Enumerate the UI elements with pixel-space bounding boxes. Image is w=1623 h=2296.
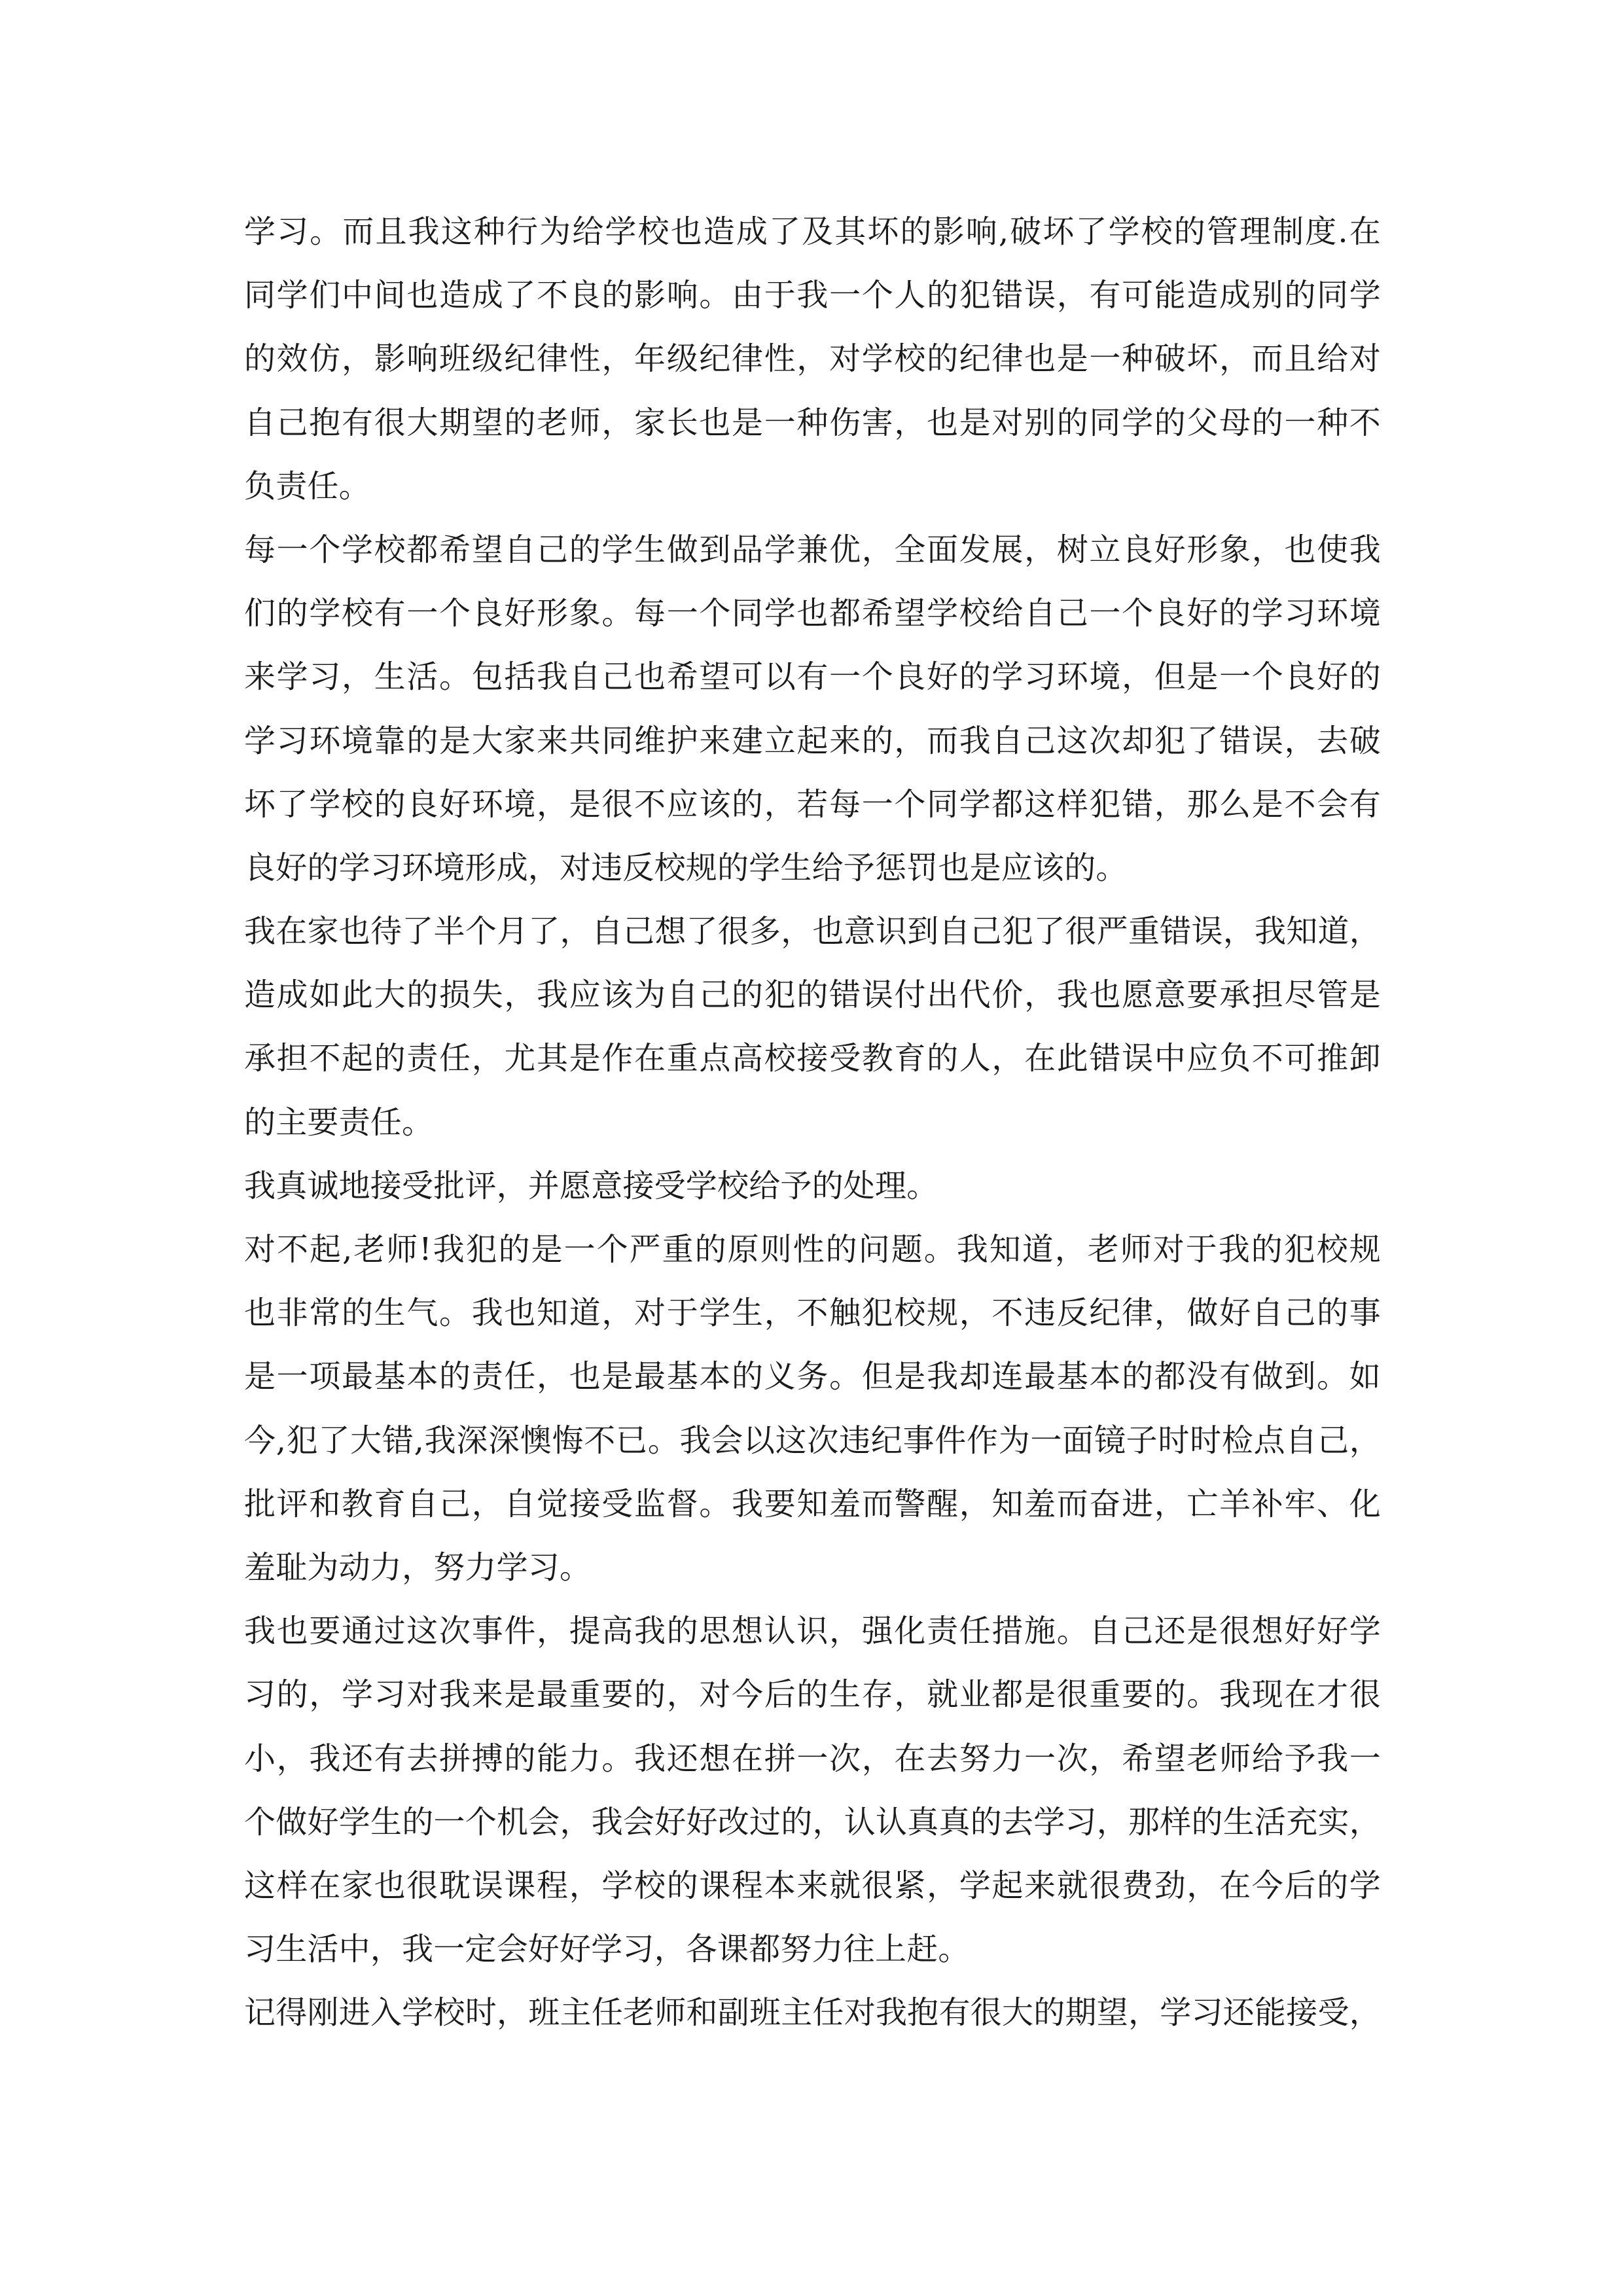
text-line: 羞耻为动力，努力学习。 [244,1549,592,1586]
text-line: 我真诚地接受批评，并愿意接受学校给予的处理。 [244,1167,938,1204]
text-line: 承担不起的责任，尤其是作在重点高校接受教育的人，在此错误中应负不可推卸 [244,1040,1381,1077]
text-line: 记得刚进入学校时，班主任老师和副班主任对我抱有很大的期望，学习还能接受， [244,1994,1381,2032]
text-line: 同学们中间也造成了不良的影响。由于我一个人的犯错误，有可能造成别的同学 [244,277,1381,314]
text-line: 良好的学习环境形成，对违反校规的学生给予惩罚也是应该的。 [244,849,1128,886]
text-line: 学习。而且我这种行为给学校也造成了及其坏的影响,破坏了学校的管理制度.在 [244,213,1381,250]
text-line: 负责任。 [244,467,370,505]
text-line: 每一个学校都希望自己的学生做到品学兼优，全面发展，树立良好形象，也使我 [244,531,1381,568]
text-line: 造成如此大的损失，我应该为自己的犯的错误付出代价，我也愿意要承担尽管是 [244,977,1381,1014]
text-line: 对不起,老师!我犯的是一个严重的原则性的问题。我知道，老师对于我的犯校规 [244,1231,1381,1268]
text-line: 我也要通过这次事件，提高我的思想认识，强化责任措施。自己还是很想好好学 [244,1613,1381,1650]
text-line: 的效仿，影响班级纪律性，年级纪律性，对学校的纪律也是一种破坏，而且给对 [244,340,1381,378]
text-line: 批评和教育自己，自觉接受监督。我要知羞而警醒，知羞而奋进，亡羊补牢、化 [244,1485,1381,1522]
text-line: 学习环境靠的是大家来共同维护来建立起来的，而我自己这次却犯了错误，去破 [244,722,1381,759]
text-line: 来学习，生活。包括我自己也希望可以有一个良好的学习环境，但是一个良好的 [244,658,1381,696]
text-line: 的主要责任。 [244,1103,434,1141]
text-line: 我在家也待了半个月了，自己想了很多，也意识到自己犯了很严重错误，我知道， [244,913,1381,950]
text-line: 这样在家也很耽误课程，学校的课程本来就很紧，学起来就很费劲，在今后的学 [244,1867,1381,1904]
text-line: 今,犯了大错,我深深懊悔不已。我会以这次违纪事件作为一面镜子时时检点自己， [244,1422,1381,1459]
text-line: 个做好学生的一个机会，我会好好改过的，认认真真的去学习，那样的生活充实， [244,1803,1381,1840]
text-line: 习生活中，我一定会好好学习，各课都努力往上赶。 [244,1931,970,1968]
text-line: 小，我还有去拼搏的能力。我还想在拼一次，在去努力一次，希望老师给予我一 [244,1740,1381,1777]
text-line: 是一项最基本的责任，也是最基本的义务。但是我却连最基本的都没有做到。如 [244,1358,1381,1395]
document-body [244,200,1381,2045]
text-line: 自己抱有很大期望的老师，家长也是一种伤害，也是对别的同学的父母的一种不 [244,404,1381,441]
text-line: 们的学校有一个良好形象。每一个同学也都希望学校给自己一个良好的学习环境 [244,595,1381,632]
text-line: 习的，学习对我来是最重要的，对今后的生存，就业都是很重要的。我现在才很 [244,1676,1381,1713]
text-line: 坏了学校的良好环境，是很不应该的，若每一个同学都这样犯错，那么是不会有 [244,785,1381,823]
text-line: 也非常的生气。我也知道，对于学生，不触犯校规，不违反纪律，做好自己的事 [244,1295,1381,1332]
